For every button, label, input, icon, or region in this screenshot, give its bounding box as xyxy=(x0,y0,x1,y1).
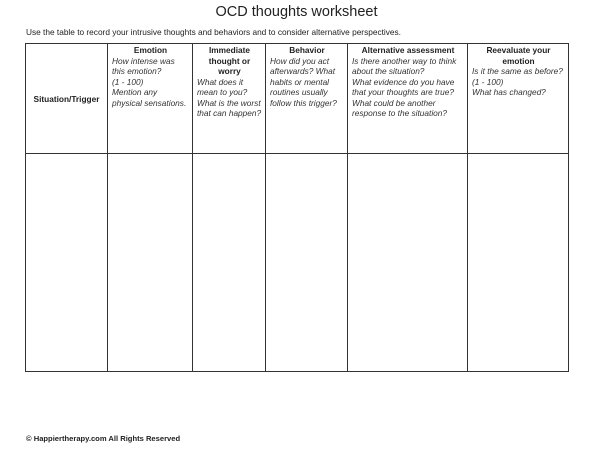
copyright-footer: © Happiertherapy.com All Rights Reserved xyxy=(26,434,181,443)
header-situation-trigger xyxy=(26,44,108,154)
column-title: Situation/Trigger xyxy=(33,93,100,104)
header-emotion xyxy=(108,44,193,154)
worksheet-instructions: Use the table to record your intrusive thoughts and behaviors and to consider alternative perspectives. xyxy=(26,27,401,37)
alternative-assessment-cell[interactable] xyxy=(348,154,468,372)
header-reevaluate-emotion xyxy=(468,44,569,154)
column-prompt: Is there another way to think about the situation? What evidence do you have that your thoughts are true? What could be another response to the situation? xyxy=(352,55,457,118)
column-title: Alternative assessment xyxy=(361,45,455,55)
header-behavior xyxy=(266,44,348,154)
table-entry-row xyxy=(26,154,569,372)
column-prompt: How intense was this emotion? (1 - 100) Mention any physical sensations. xyxy=(112,55,187,108)
column-title: Behavior xyxy=(289,45,325,55)
column-prompt: Is it the same as before? (1 - 100) What has changed? xyxy=(472,66,563,97)
column-prompt: How did you act afterwards? What habits or mental routines usually follow this trigger? xyxy=(270,55,337,108)
worksheet-title: OCD thoughts worksheet xyxy=(215,4,378,20)
header-immediate-thought xyxy=(193,44,266,154)
column-title: Reevaluate your emotion xyxy=(486,45,551,66)
situation-trigger-cell[interactable] xyxy=(26,154,108,372)
thoughts-table xyxy=(25,43,569,372)
immediate-thought-cell[interactable] xyxy=(193,154,266,372)
header-alternative-assessment xyxy=(348,44,468,154)
emotion-cell[interactable] xyxy=(108,154,193,372)
column-prompt: What does it mean to you? What is the worst that can happen? xyxy=(197,76,262,118)
table-header-row xyxy=(26,44,569,154)
behavior-cell[interactable] xyxy=(266,154,348,372)
column-title: Emotion xyxy=(133,45,168,55)
column-title: Immediate thought or worry xyxy=(208,45,251,76)
reevaluate-emotion-cell[interactable] xyxy=(468,154,569,372)
